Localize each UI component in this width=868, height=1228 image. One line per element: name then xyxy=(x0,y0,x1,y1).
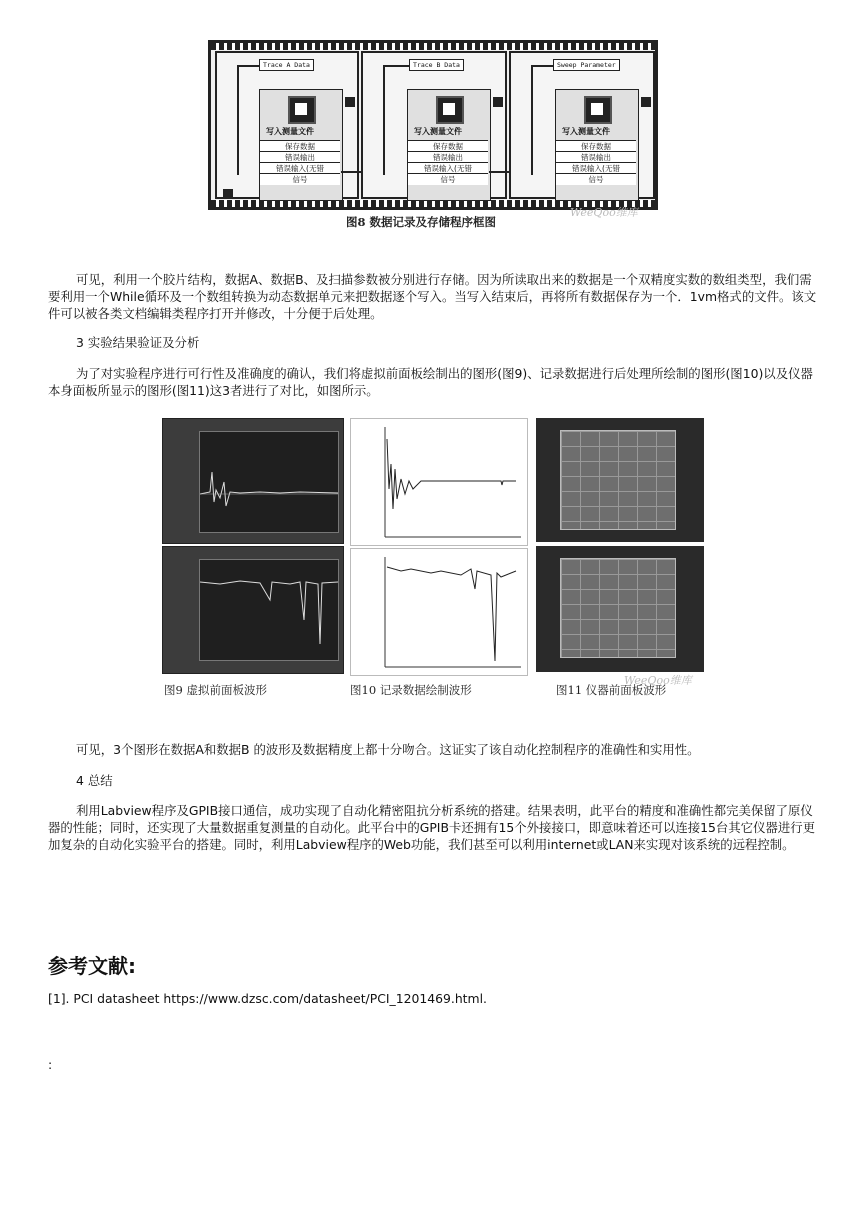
watermark: WeeQoo维库 xyxy=(624,674,692,687)
fig9-chart-a xyxy=(162,418,344,544)
sequence-frame-sweep xyxy=(509,51,655,199)
node-row: 信号 xyxy=(260,173,340,185)
trace-a-label: Trace A Data xyxy=(259,59,314,71)
fig11-screen-a-grid xyxy=(560,430,676,530)
fig10-chart-b xyxy=(350,548,528,676)
paragraph-film-structure: 可见，利用一个胶片结构，数据A、数据B、及扫描参数被分别进行存储。因为所读取出来的数据是一个双精度实数的数组类型，我们需要利用一个While循环及一个数组转换为动态数据单元来把数据逐个写入。当写入结束后，再将所有数据保存为一个．1vm格式的文件。该文件可以被各类文档编辑类程序打开并修改，十分便于后处理。 xyxy=(48,272,817,321)
paragraph-verification: 为了对实验程序进行可行性及准确度的确认，我们将虚拟前面板绘制出的图形(图9)、记录数据进行后处理所绘制的图形(图10)以及仪器本身面板所显示的图形(图11)这3者进行了对比，如图所示。 xyxy=(48,366,813,398)
write-file-icon xyxy=(584,96,612,124)
node-title: 写入测量文件 xyxy=(266,127,314,136)
fig9-waveform-b xyxy=(200,560,338,660)
loop-iteration-icon xyxy=(223,189,233,199)
figures-9-10-11 xyxy=(162,418,704,674)
trace-b-label: Trace B Data xyxy=(409,59,464,71)
node-title: 写入测量文件 xyxy=(562,127,610,136)
write-file-node-a xyxy=(259,89,343,201)
section-heading-4: 4 总结 xyxy=(76,773,113,788)
node-row: 错误输出 xyxy=(408,151,488,163)
node-row: 错误输出 xyxy=(556,151,636,163)
reference-item-1: [1]. PCI datasheet https://www.dzsc.com/datasheet/PCI_1201469.html. xyxy=(48,991,487,1006)
write-file-icon xyxy=(436,96,464,124)
fig11-screen-b xyxy=(536,546,704,672)
indicator-icon xyxy=(493,97,503,107)
figure-11-caption: 图11 仪器前面板波形 xyxy=(556,683,667,697)
node-row: 信号 xyxy=(556,173,636,185)
fig10-waveform-b xyxy=(351,549,527,675)
sequence-frame-b xyxy=(361,51,507,199)
section-heading-3: 3 实验结果验证及分析 xyxy=(76,335,200,350)
fig11-screen-b-grid xyxy=(560,558,676,658)
node-row: 错误输入(无错 xyxy=(408,162,488,174)
indicator-icon xyxy=(345,97,355,107)
node-row: 保存数据 xyxy=(260,140,340,152)
write-file-icon xyxy=(288,96,316,124)
figure-8-caption: 图8 数据记录及存储程序框图 xyxy=(346,215,497,229)
references-heading: 参考文献: xyxy=(48,954,136,978)
node-row: 错误输出 xyxy=(260,151,340,163)
figure-9-caption: 图9 虚拟前面板波形 xyxy=(164,683,267,697)
sweep-parameter-label: Sweep Parameter xyxy=(553,59,620,71)
watermark: WeeQoo维库 xyxy=(570,206,638,219)
node-row: 错误输入(无错 xyxy=(260,162,340,174)
indicator-icon xyxy=(641,97,651,107)
fig11-screen-a xyxy=(536,418,704,542)
node-row: 信号 xyxy=(408,173,488,185)
fig10-chart-a xyxy=(350,418,528,546)
figure-8-block-diagram xyxy=(208,40,658,210)
node-row: 保存数据 xyxy=(556,140,636,152)
paragraph-summary: 利用Labview程序及GPIB接口通信，成功实现了自动化精密阻抗分析系统的搭建。结果表明，此平台的精度和准确性都完美保留了原仪器的性能；同时，还实现了大量数据重复测量的自动化。此平台中的GPIB卡还拥有15个外接接口，即意味着还可以连接15台其它仪器进行更加复杂的自动化实验平台的搭建。同时，利用Labview程序的Web功能，我们甚至可以利用internet或LAN来实现对该系统的远程控制。 xyxy=(48,803,816,852)
fig10-waveform-a xyxy=(351,419,527,545)
sequence-frame-a xyxy=(215,51,359,199)
paragraph-comparison-result: 可见，3个图形在数据A和数据B 的波形及数据精度上都十分吻合。这证实了该自动化控制程序的准确性和实用性。 xyxy=(76,742,700,757)
node-row: 保存数据 xyxy=(408,140,488,152)
footer-mark: : xyxy=(48,1057,53,1072)
node-row: 错误输入(无错 xyxy=(556,162,636,174)
figure-10-caption: 图10 记录数据绘制波形 xyxy=(350,683,472,697)
film-strip-top xyxy=(211,43,655,50)
fig9-plot-a xyxy=(199,431,339,533)
node-title: 写入测量文件 xyxy=(414,127,462,136)
fig9-chart-b xyxy=(162,546,344,674)
fig9-plot-b xyxy=(199,559,339,661)
write-file-node-sweep xyxy=(555,89,639,201)
fig9-waveform-a xyxy=(200,432,338,532)
write-file-node-b xyxy=(407,89,491,201)
